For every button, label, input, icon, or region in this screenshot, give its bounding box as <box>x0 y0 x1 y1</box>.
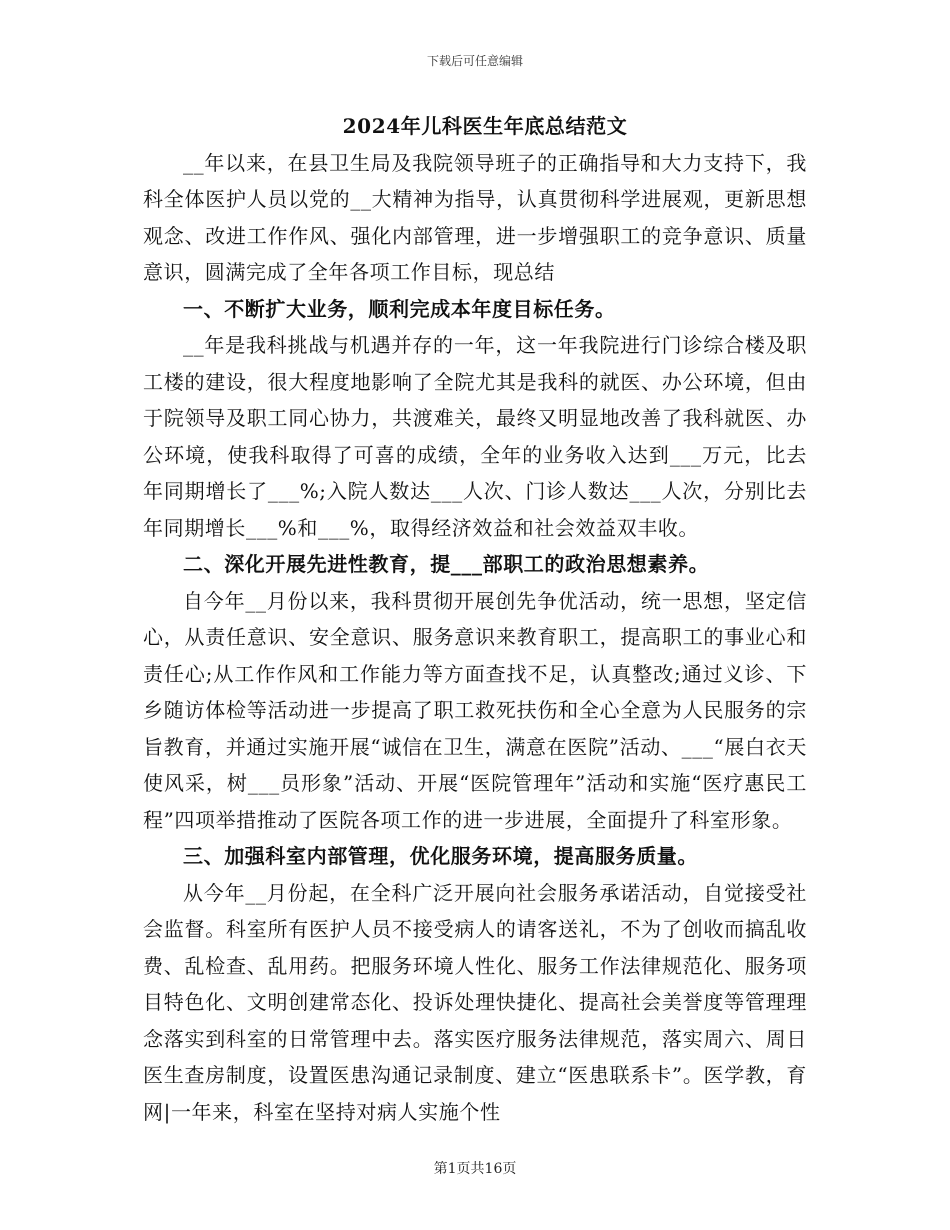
paragraph-intro: __年以来，在县卫生局及我院领导班子的正确指导和大力支持下，我科全体医护人员以党的__大精神为指导，认真贯彻科学进展观，更新思想观念、改进工作作风、强化内部管理，进一步增强职工的竞争意识、质量意识，圆满完成了全年各项工作目标，现总结 <box>143 150 807 284</box>
paragraph-section-2: 自今年__月份以来，我科贯彻开展创先争优活动，统一思想，坚定信心，从责任意识、安全意识、服务意识来教育职工，提高职工的事业心和责任心;从工作作风和工作能力等方面查找不足，认真整改;通过义诊、下乡随访体检等活动进一步提高了职工救死扶伤和全心全意为人民服务的宗旨教育，并通过实施开展“诚信在卫生，满意在医院”活动、___“展白衣天使风采，树___员形象”活动、开展“医院管理年”活动和实施“医疗惠民工程”四项举措推动了医院各项工作的进一步进展，全面提升了科室形象。 <box>143 588 807 832</box>
paragraph-section-3: 从今年__月份起，在全科广泛开展向社会服务承诺活动，自觉接受社会监督。科室所有医护人员不接受病人的请客送礼，不为了创收而搞乱收费、乱检查、乱用药。把服务环境人性化、服务工作法律规范化、服务项目特色化、文明创建常态化、投诉处理快捷化、提高社会美誉度等管理理念落实到科室的日常管理中去。落实医疗服务法律规范，落实周六、周日医生查房制度，设置医患沟通记录制度、建立“医患联系卡”。医学教，育网|一年来，科室在坚持对病人实施个性 <box>143 880 807 1124</box>
document-body <box>143 108 807 1130</box>
paragraph-section-1: __年是我科挑战与机遇并存的一年，这一年我院进行门诊综合楼及职工楼的建设，很大程度地影响了全院尤其是我科的就医、办公环境，但由于院领导及职工同心协力，共渡难关，最终又明显地改善了我科就医、办公环境，使我科取得了可喜的成绩，全年的业务收入达到___万元，比去年同期增长了___%;入院人数达___人次、门诊人数达___人次，分别比去年同期增长___%和___%，取得经济效益和社会效益双丰收。 <box>143 333 807 540</box>
document-title: 2024年儿科医生年底总结范文 <box>342 114 628 138</box>
page-number: 第1页共16页 <box>433 1161 517 1177</box>
section-heading-3: 三、加强科室内部管理，优化服务环境，提高服务质量。 <box>183 844 698 868</box>
page-header-note: 下载后可任意编辑 <box>426 54 523 68</box>
section-heading-2: 二、深化开展先进性教育，提___部职工的政治思想素养。 <box>183 552 710 576</box>
section-heading-1: 一、不断扩大业务，顺利完成本年度目标任务。 <box>183 296 616 321</box>
